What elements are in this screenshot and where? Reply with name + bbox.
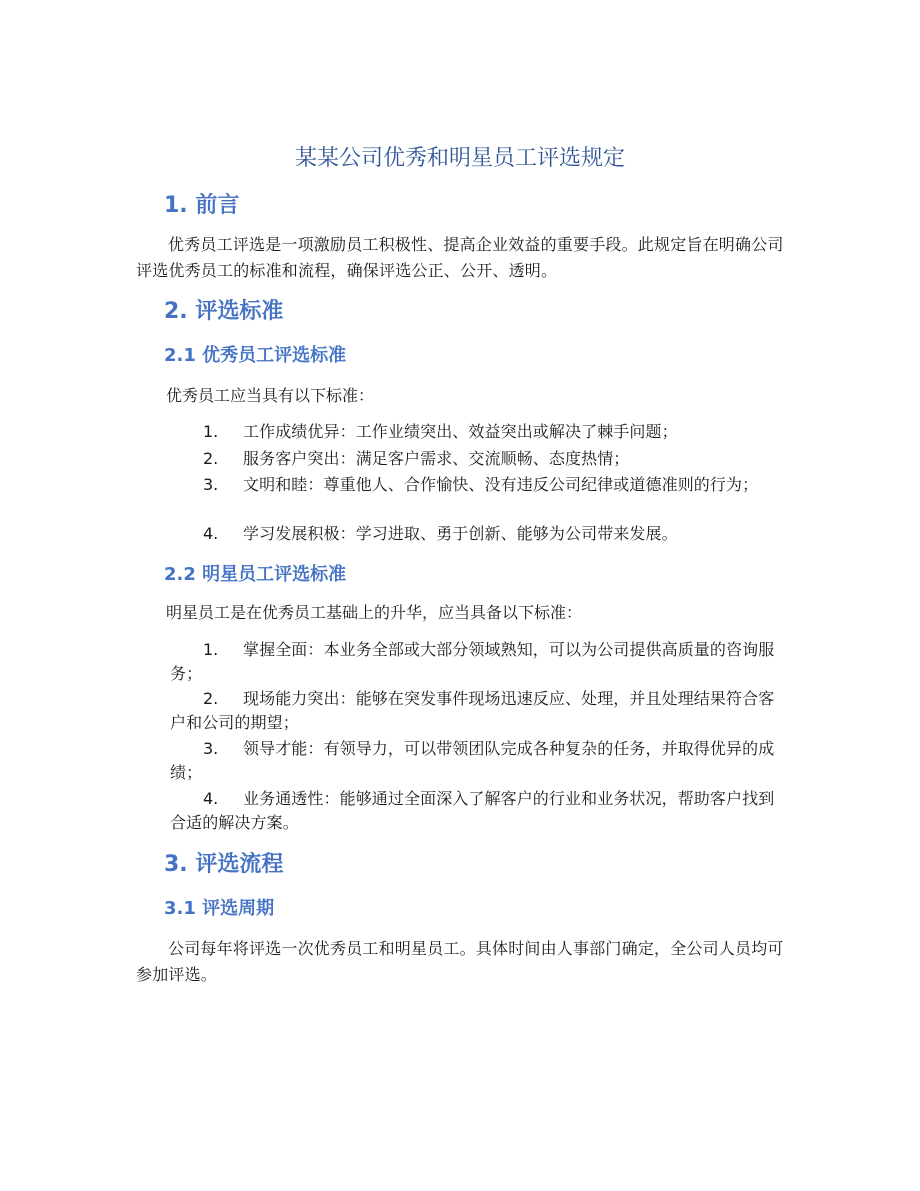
list-item: [170, 473, 786, 497]
preface-paragraph: 优秀员工评选是一项激励员工积极性、提高企业效益的重要手段。此规定旨在明确公司评选优秀员工的标准和流程，确保评选公正、公开、透明。: [136, 235, 784, 280]
excellent-criteria-lead: 优秀员工应当具有以下标准：: [166, 386, 375, 405]
heading-preface: 1. 前言: [164, 193, 240, 218]
list-item-number: 2.: [203, 449, 219, 468]
document-title: 某某公司优秀和明星员工评选规定: [294, 146, 625, 171]
list-item: [170, 447, 786, 471]
list-item-text: 服务客户突出：满足客户需求、交流顺畅、态度热情；: [243, 449, 630, 468]
heading-cycle: 3.1 评选周期: [164, 898, 275, 919]
list-item: [170, 687, 786, 735]
list-item: [170, 522, 786, 546]
list-item-text: 掌握全面：本业务全部或大部分领域熟知，可以为公司提供高质量的咨询服务；: [170, 640, 775, 683]
list-item-number: 4.: [203, 524, 219, 543]
list-item: [170, 787, 786, 835]
list-item-text: 工作成绩优异：工作业绩突出、效益突出或解决了棘手问题；: [243, 422, 678, 441]
list-item-text: 学习发展积极：学习进取、勇于创新、能够为公司带来发展。: [243, 524, 678, 543]
list-item: [170, 420, 786, 444]
list-item-text: 业务通透性：能够通过全面深入了解客户的行业和业务状况，帮助客户找到合适的解决方案。: [170, 789, 775, 832]
list-item: [170, 737, 786, 785]
list-item-number: 1.: [203, 422, 219, 441]
list-item-text: 文明和睦：尊重他人、合作愉快、没有违反公司纪律或道德准则的行为；: [243, 475, 759, 494]
list-item-text: 领导才能：有领导力，可以带领团队完成各种复杂的任务，并取得优异的成绩；: [170, 739, 775, 782]
list-item-number: 1.: [203, 640, 219, 659]
heading-process: 3. 评选流程: [164, 852, 284, 877]
list-item-number: 3.: [203, 739, 219, 758]
list-item: [170, 638, 786, 686]
list-item-text: 现场能力突出：能够在突发事件现场迅速反应、处理，并且处理结果符合客户和公司的期望；: [170, 689, 775, 732]
list-item-number: 3.: [203, 475, 219, 494]
heading-excellent-criteria: 2.1 优秀员工评选标准: [164, 345, 347, 366]
heading-star-criteria: 2.2 明星员工评选标准: [164, 564, 347, 585]
list-item-number: 4.: [203, 789, 219, 808]
heading-criteria: 2. 评选标准: [164, 299, 284, 324]
list-item-number: 2.: [203, 689, 219, 708]
star-criteria-lead: 明星员工是在优秀员工基础上的升华，应当具备以下标准：: [166, 603, 583, 622]
cycle-paragraph: 公司每年将评选一次优秀员工和明星员工。具体时间由人事部门确定，全公司人员均可参加评选。: [136, 939, 784, 984]
